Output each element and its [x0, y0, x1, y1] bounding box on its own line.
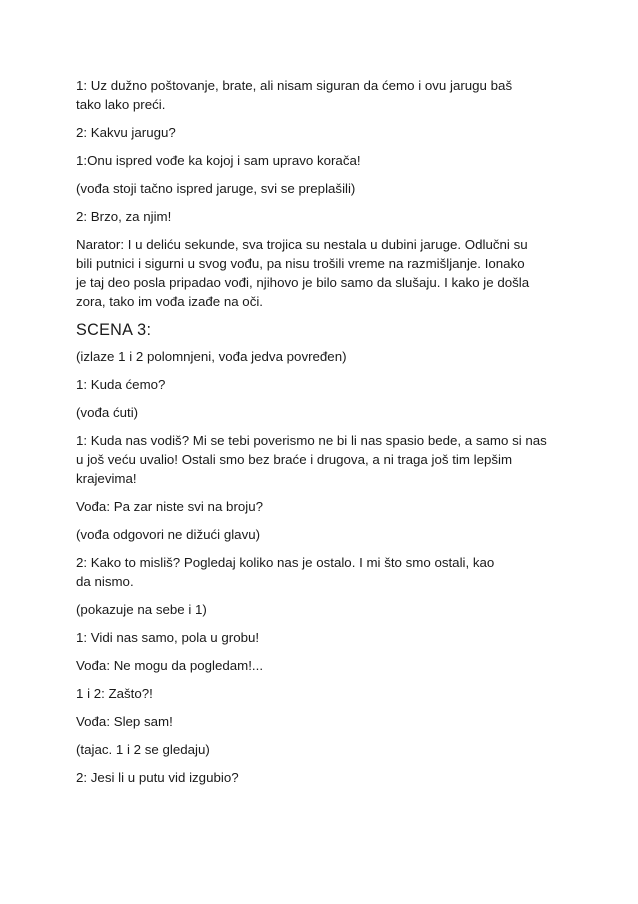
dialogue-line: Vođa: Pa zar niste svi na broju?	[76, 499, 264, 514]
dialogue-line: Vođa: Ne mogu da pogledam!...	[76, 658, 264, 673]
scene-heading: SCENA 3:	[76, 321, 152, 339]
stage-direction: (vođa ćuti)	[76, 405, 139, 420]
dialogue-line: 2: Brzo, za njim!	[76, 209, 172, 224]
stage-direction: (pokazuje na sebe i 1)	[76, 602, 207, 617]
dialogue-line: 1:Onu ispred vođe ka kojoj i sam upravo koračа!	[76, 153, 361, 168]
dialogue-line: 1: Uz dužno poštovanje, brate, ali nisam siguran da ćemo i ovu jarugu baš tako lako preći.	[76, 78, 513, 112]
dialogue-line: 1: Kuda ćemo?	[76, 377, 166, 392]
stage-direction: (vođa stoji tačno ispred jaruge, svi se preplašili)	[76, 181, 356, 196]
dialogue-line: 2: Kakvu jarugu?	[76, 125, 176, 140]
document-body	[76, 76, 566, 796]
narrator-paragraph: Narator: I u deliću sekunde, sva trojica su nestala u dubini jaruge. Odlučni su bili putnici i sigurni u svog vođu, pa nisu trošili vreme na razmišljanje. Ionako je taj deo posla pripadao vođi, njihovo je bilo samo da slušaju. I kako je došla zora, tako im vođa izađe na oči.	[76, 237, 530, 309]
stage-direction: (izlaze 1 i 2 polomnjeni, vođa jedva povređen)	[76, 349, 347, 364]
dialogue-line: 1 i 2: Zašto?!	[76, 686, 153, 701]
stage-direction: (tajac. 1 i 2 se gledaju)	[76, 742, 210, 757]
dialogue-line: 1: Kuda nas vodiš? Mi se tebi poverismo ne bi li nas spasio bede, a samo si nas u još veću uvalio! Ostali smo bez braće i drugova, a ni traga još tim lepšim krajevima!	[76, 433, 547, 486]
dialogue-line: 2: Kako to misliš? Pogledaj koliko nas je ostalo. I mi što smo ostali, kao da nismo.	[76, 555, 495, 589]
dialogue-line: 1: Vidi nas samo, pola u grobu!	[76, 630, 260, 645]
stage-direction: (vođa odgovori ne dižući glavu)	[76, 527, 261, 542]
dialogue-line: Vođa: Slep sam!	[76, 714, 173, 729]
dialogue-line: 2: Jesi li u putu vid izgubio?	[76, 770, 239, 785]
